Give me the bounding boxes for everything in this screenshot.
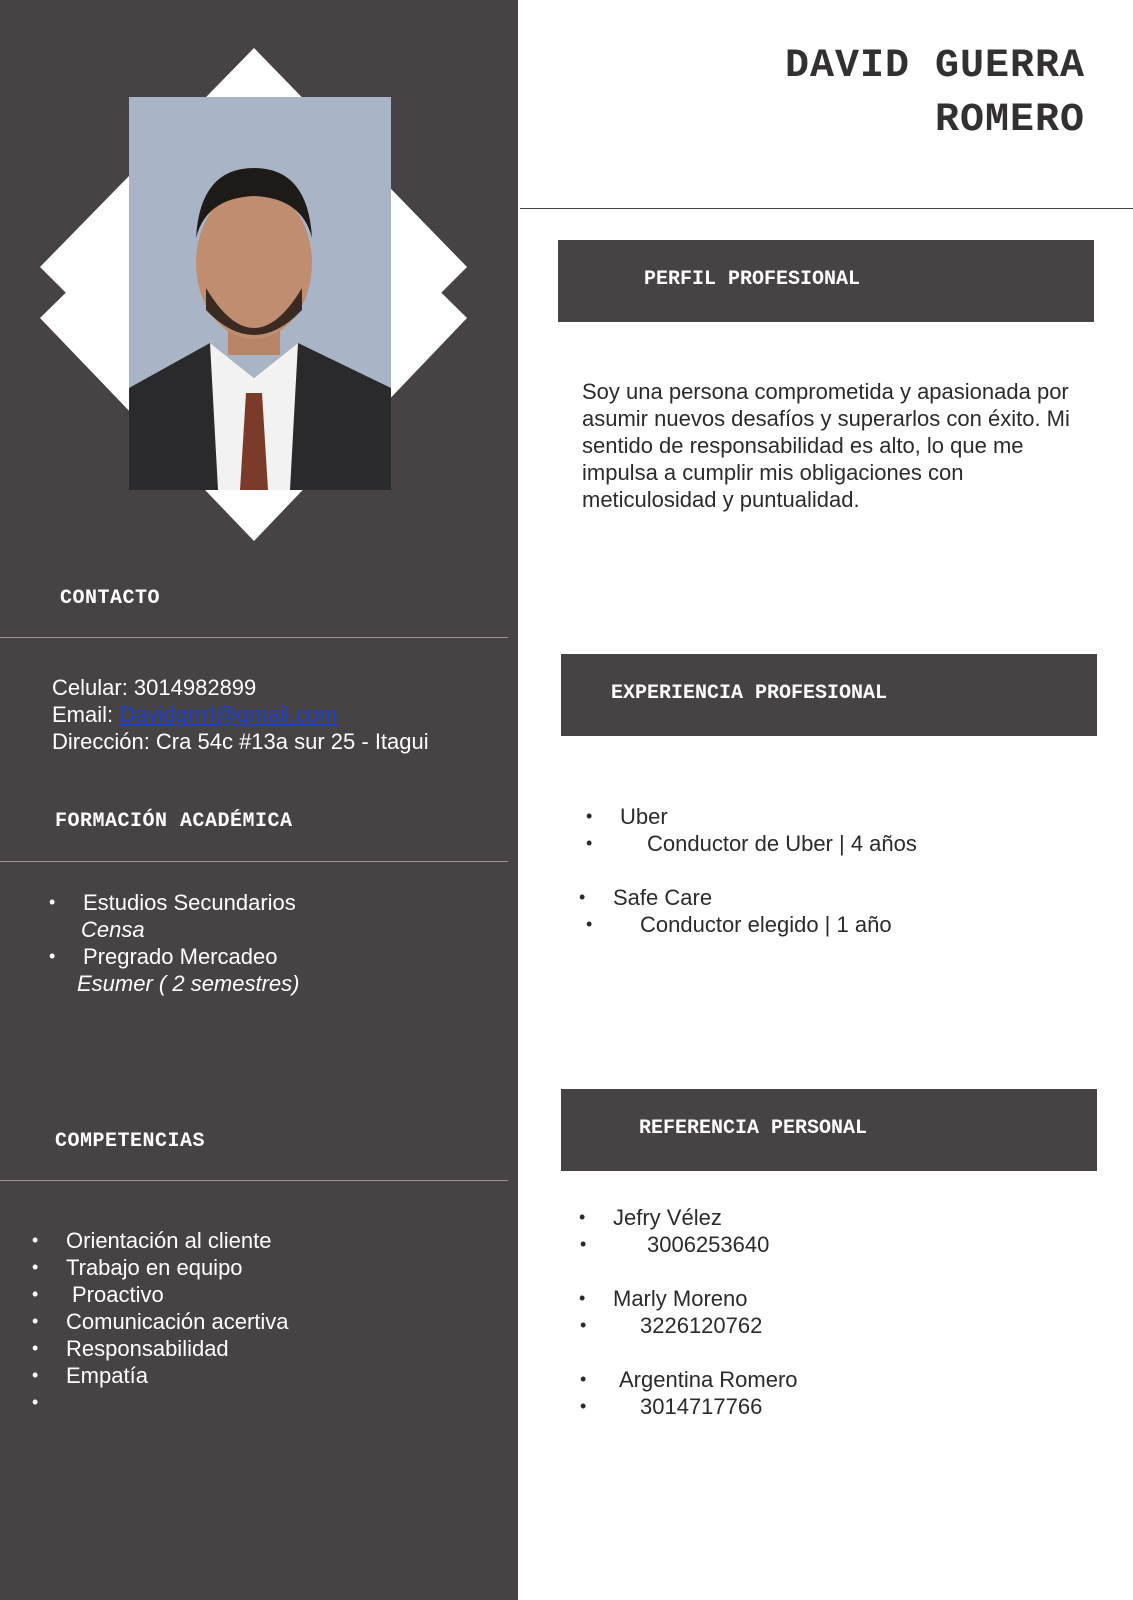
reference-phone: • 3006253640 — [614, 1231, 798, 1258]
skill-item — [66, 1389, 289, 1416]
skill-item: • Responsabilidad — [66, 1335, 289, 1362]
contact-address: Dirección: Cra 54c #13a sur 25 - Itagui — [52, 729, 429, 754]
experience-list — [613, 803, 917, 938]
contact-divider — [0, 637, 508, 638]
skills-list — [66, 1227, 289, 1416]
skill-item: • Empatía — [66, 1362, 289, 1389]
experience-role: • Conductor elegido | 1 año — [620, 911, 917, 938]
reference-name: • Marly Moreno — [613, 1285, 798, 1312]
references-list — [614, 1204, 798, 1420]
name-line-2: ROMERO — [934, 98, 1085, 143]
name-line-1: DAVID GUERRA — [784, 44, 1085, 89]
contact-block — [52, 674, 429, 755]
skills-heading: COMPETENCIAS — [55, 1130, 206, 1153]
contact-email-link[interactable]: Davidgrrrl@gmail.com — [119, 702, 338, 727]
reference-name: • Argentina Romero — [614, 1366, 798, 1393]
education-heading: FORMACIÓN ACADÉMICA — [55, 810, 293, 833]
education-item-title: • Pregrado Mercadeo — [83, 943, 300, 970]
skill-item: • Trabajo en equipo — [66, 1254, 289, 1281]
education-divider — [0, 861, 508, 862]
education-item-institution: Esumer ( 2 semestres) — [77, 971, 300, 996]
contact-phone: Celular: 3014982899 — [52, 675, 257, 700]
reference-phone: • 3226120762 — [614, 1312, 798, 1339]
profile-photo-frame — [40, 48, 477, 541]
skill-item: • Orientación al cliente — [66, 1227, 289, 1254]
header-divider — [520, 208, 1133, 209]
skill-item: • Proactivo — [66, 1281, 289, 1308]
contact-heading: CONTACTO — [60, 587, 161, 610]
education-item-title: • Estudios Secundarios — [83, 889, 300, 916]
education-list — [77, 889, 300, 997]
profile-heading: PERFIL PROFESIONAL — [558, 240, 1094, 322]
experience-company: • Safe Care — [613, 884, 917, 911]
contact-email-label: Email: — [52, 702, 120, 727]
experience-heading: EXPERIENCIA PROFESIONAL — [561, 654, 1097, 736]
reference-name: • Jefry Vélez — [613, 1204, 798, 1231]
experience-role: • Conductor de Uber | 4 años — [620, 830, 917, 857]
profile-photo — [40, 48, 477, 541]
references-heading: REFERENCIA PERSONAL — [561, 1089, 1097, 1171]
contact-email — [52, 701, 429, 728]
reference-phone: • 3014717766 — [614, 1393, 798, 1420]
skill-item: • Comunicación acertiva — [66, 1308, 289, 1335]
candidate-name — [785, 40, 1085, 148]
skills-divider — [0, 1180, 508, 1181]
experience-company: • Uber — [620, 803, 917, 830]
education-item-institution: Censa — [81, 917, 145, 942]
profile-text: Soy una persona comprometida y apasionada por asumir nuevos desafíos y superarlos con éxito. Mi sentido de responsabilidad es alto, lo que me impulsa a cumplir mis obligaciones con meticulosidad y puntualidad. — [582, 379, 1070, 512]
